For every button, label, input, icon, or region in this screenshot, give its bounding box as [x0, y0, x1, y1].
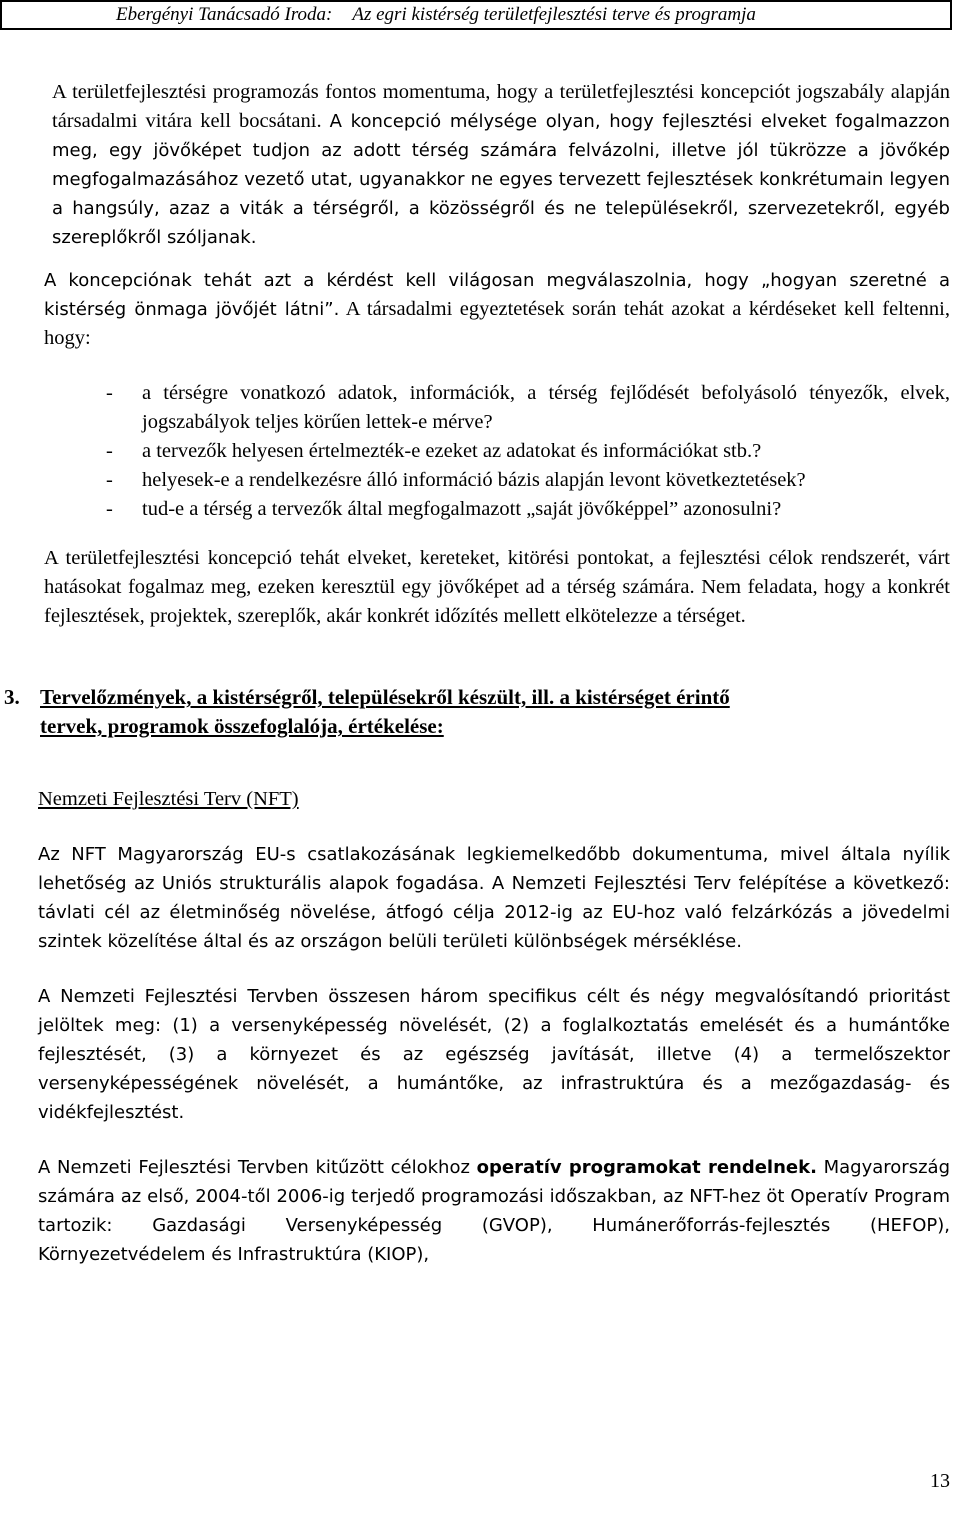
paragraph-6-bold: operatív programokat rendelnek. — [476, 1157, 817, 1178]
list-item-text: tud-e a térség a tervezők által megfogalmazott „saját jövőképpel” azonosulni? — [142, 498, 782, 520]
question-list — [38, 379, 950, 524]
bullet-dash: - — [106, 382, 113, 404]
bullet-dash: - — [106, 469, 113, 491]
list-item — [38, 379, 950, 437]
paragraph-1 — [52, 78, 950, 252]
paragraph-4-sans-2: A Nemzeti Fejlesztési Terv felépítése a következő: távlati cél az életminőség növelése, átfogó célja 2012-ig az EU-hoz való felzárkózás a jövedelmi szintek közelítése által és az országon belüli területi különbségek mérséklése. — [38, 873, 950, 952]
subsection-title: Nemzeti Fejlesztési Terv (NFT) — [38, 788, 299, 810]
paragraph-6 — [38, 1153, 950, 1269]
header-title: Az egri kistérség területfejlesztési terve és programja — [352, 4, 756, 25]
paragraph-4 — [38, 840, 950, 956]
section-title-line-2: tervek, programok összefoglalója, értékelése: — [40, 714, 444, 738]
paragraph-3 — [44, 544, 950, 631]
paragraph-5: A Nemzeti Fejlesztési Tervben összesen három specifikus célt és négy megvalósítandó prioritást jelöltek meg: (1) a versenyképesség növelését, (2) a foglalkoztatás emelését és a humántőke fejlesztését, (3) a környezet és az egészség javítását, illetve (4) a termelőszektor versenyképességének növelését, a humántőke, az infrastruktúra és a mezőgazdaság- és vidékfejlesztést. — [38, 986, 950, 1123]
bullet-dash: - — [106, 440, 113, 462]
list-item — [38, 466, 950, 495]
header-author: Ebergényi Tanácsadó Iroda: — [116, 4, 333, 25]
bullet-dash: - — [106, 498, 113, 520]
section-number: 3. — [4, 685, 20, 709]
list-item — [38, 495, 950, 524]
page-number: 13 — [930, 1470, 950, 1492]
section-title-line-1: Tervelőzmények, a kistérségről, településekről készült, ill. a kistérséget érintő — [40, 685, 730, 709]
paragraph-2-serif: A társadalmi egyeztetések során tehát azokat a kérdéseket kell feltenni, hogy: — [44, 298, 950, 349]
paragraph-1-serif: A területfejlesztési programozás fontos momentuma, hogy a területfejlesztési koncepciót jogszabály alapján társadalmi vitára kell bocsátani. — [52, 81, 950, 132]
list-item-text: a térségre vonatkozó adatok, információk, a térség fejlődését befolyásoló tényezők, elvek, jogszabályok teljes körűen lettek-e mérve? — [142, 382, 950, 433]
paragraph-3-serif-2: Nem feladata, hogy a konkrét fejlesztések, projektek, szereplők, akár konkrét időzítés mellett elkötelezze a térséget. — [44, 576, 951, 627]
paragraph-6-text: A Nemzeti Fejlesztési Tervben kitűzött célokhoz — [38, 1157, 470, 1178]
list-item — [38, 437, 950, 466]
paragraph-6-text-2: Magyarország számára az első, 2004-től 2006-ig terjedő programozási időszakban, az NFT-hez öt Operatív Program tartozik: Gazdasági Versenyképesség (GVOP), Humánerőforrás-fejlesztés (HEFOP), Környezetvédelem és Infrastruktúra (KIOP), — [38, 1157, 950, 1265]
list-item-text: a tervezők helyesen értelmezték-e ezeket az adatokat és információkat stb.? — [142, 440, 762, 462]
paragraph-2 — [44, 266, 950, 353]
paragraph-2-sans: A koncepciónak tehát azt a kérdést kell világosan megválaszolnia, hogy „hogyan szeretné a kistérség önmaga jövőjét látni”. — [44, 270, 950, 320]
section-heading — [4, 683, 950, 741]
paragraph-4-sans: Az NFT Magyarország EU-s csatlakozásának legkiemelkedőbb dokumentuma, mivel általa nyílik lehetőség az Uniós strukturális alapok fogadása. — [38, 844, 950, 894]
paragraph-1-sans: A koncepció mélysége olyan, hogy fejlesztési elveket fogalmazzon meg, egy jövőképet tudjon az adott térség számára felvázolni, illetve jól tükrözze a jövőkép megfogalmazásához vezető utat, ugyanakkor ne egyes tervezett fejlesztések konkrétumain legyen a hangsúly, azaz a viták a térségről, a közösségről és ne településekről, szervezetekről, egyéb szereplőkről szóljanak. — [52, 111, 950, 248]
running-header — [0, 0, 952, 30]
list-item-text: helyesek-e a rendelkezésre álló információ bázis alapján levont következtetések? — [142, 469, 806, 491]
paragraph-3-serif: A területfejlesztési koncepció tehát elveket, kereteket, kitörési pontokat, a fejlesztési célok rendszerét, várt hatásokat fogalmaz meg, ezeken keresztül egy jövőképet ad a térség számára. — [44, 547, 950, 598]
page-body — [4, 78, 951, 1269]
